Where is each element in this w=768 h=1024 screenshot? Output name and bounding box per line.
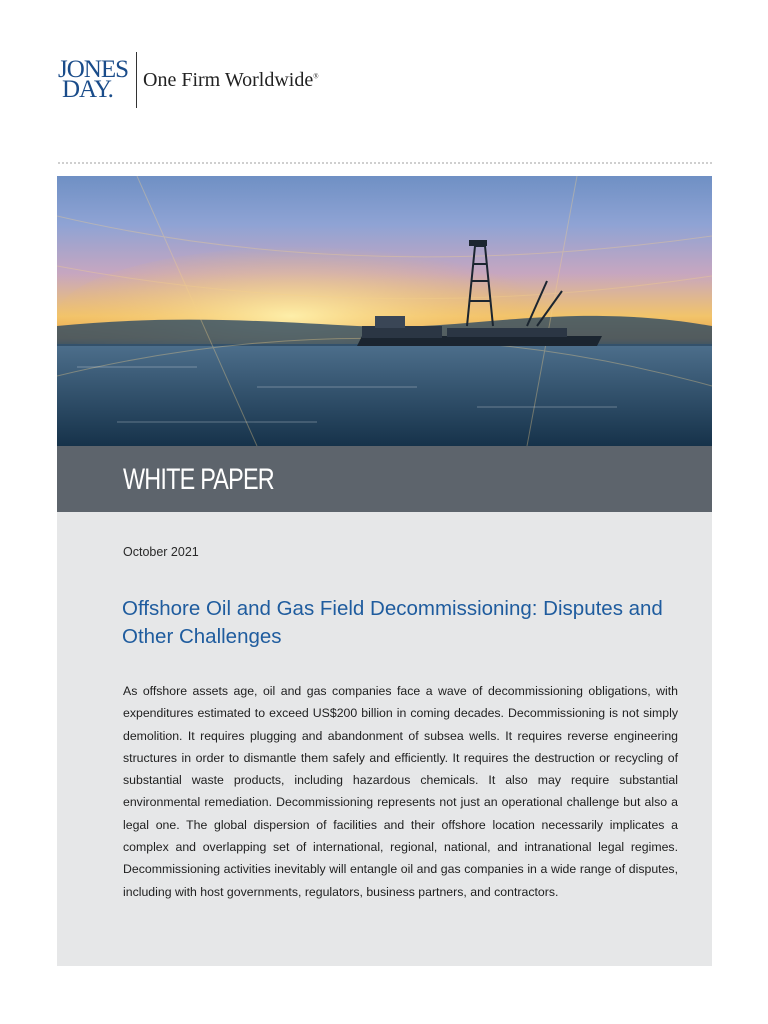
logo-line-2: DAY. <box>62 76 113 103</box>
hero-illustration <box>57 176 712 446</box>
header-divider <box>58 162 712 164</box>
firm-logo-mark <box>58 55 134 103</box>
document-type-band <box>57 446 712 512</box>
sea <box>57 344 712 446</box>
summary-panel <box>57 512 712 966</box>
firm-tagline <box>143 69 319 92</box>
offshore-drilling-ship-image <box>57 176 712 446</box>
publication-date: October 2021 <box>123 545 199 559</box>
logo-line-1: JONES <box>58 55 129 83</box>
abstract-paragraph: As offshore assets age, oil and gas companies face a wave of decommissioning obligations, with expenditures estimated to exceed US$200 billion in coming decades. Decommissioning is not simply demolition. It requires plugging and abandonment of subsea wells. It requires reverse engineering structures in order to dismantle them safely and efficiently. It requires the destruction or recycling of substantial waste products, including hazardous chemicals. It also may require substantial environmental remediation. Decommissioning represents not just an operational challenge but also a legal one. The global dispersion of facilities and their offshore location necessarily implicates a complex and overlapping set of international, regional, national, and intranational legal regimes. Decommissioning activities inevitably will entangle oil and gas companies in a wide range of disputes, including with host governments, regulators, business partners, and contractors. <box>123 684 678 899</box>
firm-logo <box>58 52 319 108</box>
logo-divider <box>136 52 137 108</box>
document-type-label: WHITE PAPER <box>123 463 274 496</box>
document-title: Offshore Oil and Gas Field Decommissioning: Disputes and Other Challenges <box>122 597 663 648</box>
tagline-text: One Firm Worldwide <box>143 68 314 91</box>
tagline-mark: ® <box>313 71 319 80</box>
